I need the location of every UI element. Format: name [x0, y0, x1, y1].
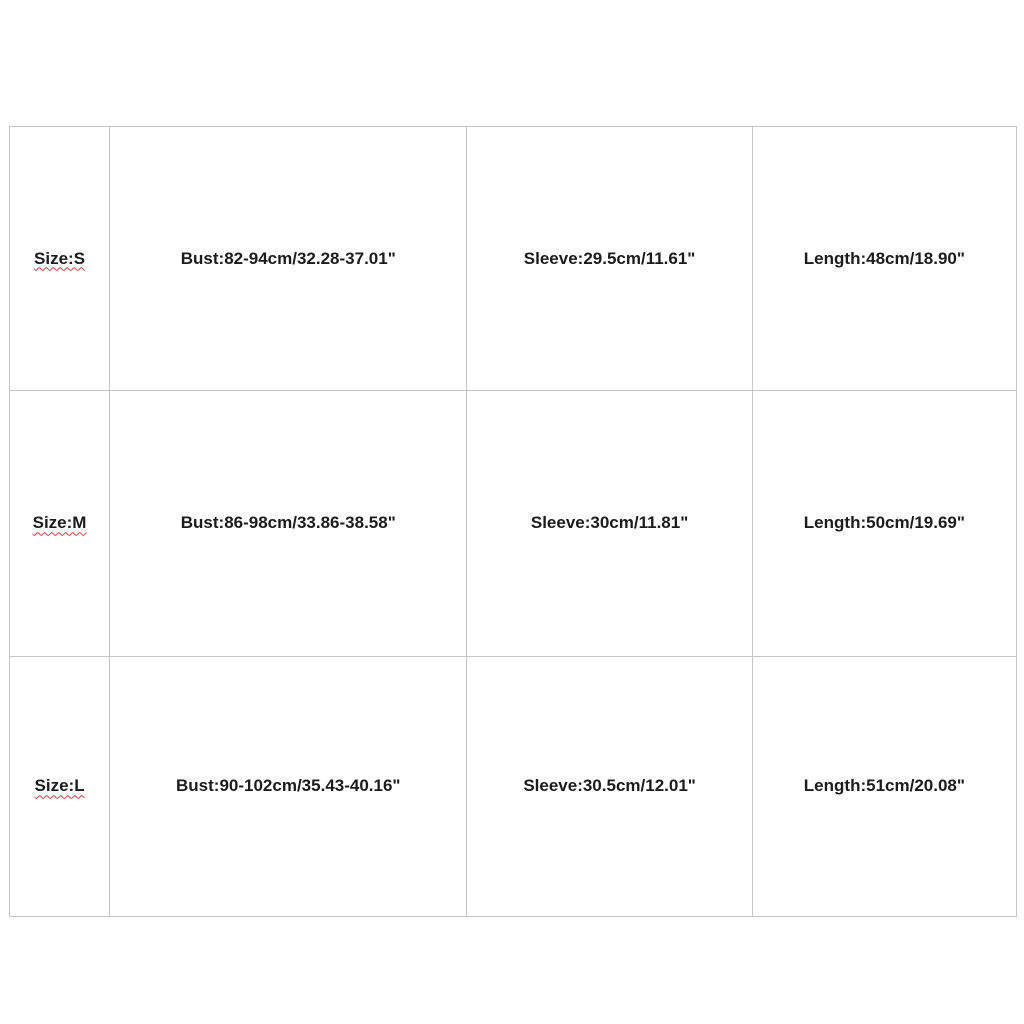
size-row-m — [10, 391, 1017, 656]
bust-cell: Bust:90-102cm/35.43-40.16" — [110, 656, 467, 916]
sleeve-cell: Sleeve:30cm/11.81" — [467, 391, 752, 656]
bust-cell: Bust:86-98cm/33.86-38.58" — [110, 391, 467, 656]
bust-cell: Bust:82-94cm/32.28-37.01" — [110, 127, 467, 391]
size-cell — [10, 127, 110, 391]
size-cell — [10, 391, 110, 656]
size-row-s — [10, 127, 1017, 391]
size-label: Size:L — [34, 776, 85, 796]
size-cell — [10, 656, 110, 916]
sleeve-cell: Sleeve:30.5cm/12.01" — [467, 656, 752, 916]
size-row-l — [10, 656, 1017, 916]
size-label: Size:M — [32, 513, 87, 533]
length-cell: Length:48cm/18.90" — [752, 127, 1016, 391]
sleeve-cell: Sleeve:29.5cm/11.61" — [467, 127, 752, 391]
size-label: Size:S — [34, 248, 86, 268]
length-cell: Length:51cm/20.08" — [752, 656, 1016, 916]
size-chart-table — [9, 126, 1017, 917]
length-cell: Length:50cm/19.69" — [752, 391, 1016, 656]
